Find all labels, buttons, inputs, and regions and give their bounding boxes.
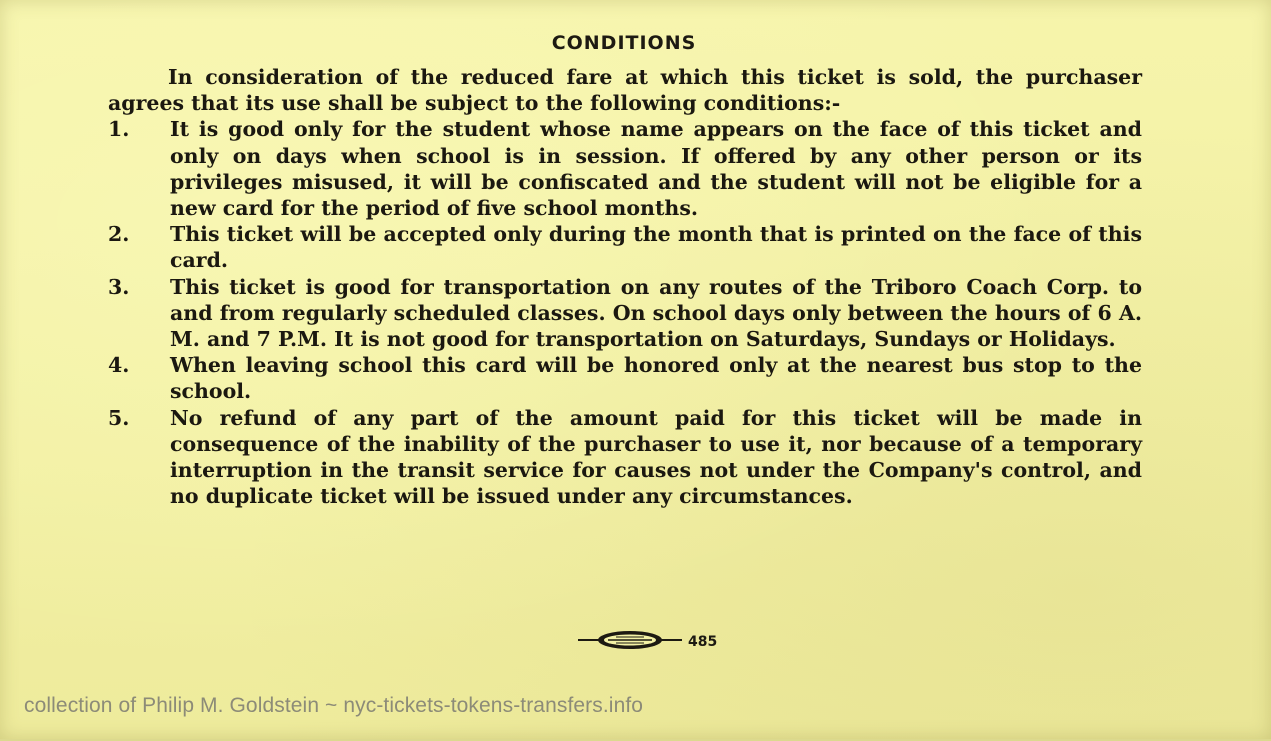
condition-text: It is good only for the student whose name appears on the face of this ticket and only on days when school is in session. If offered by any other person or its privileges misused, it will be confiscated and the student will not be eligible for a new card for the period of five school months. <box>170 117 1142 221</box>
intro-paragraph: In consideration of the reduced fare at which this ticket is sold, the purchaser agrees that its use shall be subject to the following conditions:- <box>108 65 1142 116</box>
condition-text: This ticket is good for transportation on any routes of the Triboro Coach Corp. to and from regularly scheduled classes. On school days only between the hours of 6 A. M. and 7 P.M. It is not good for transportation on Saturdays, Sundays or Holidays. <box>170 274 1142 352</box>
union-label-icon <box>578 630 682 655</box>
condition-text: This ticket will be accepted only during the month that is printed on the face of this card. <box>170 222 1142 273</box>
condition-number: 1. <box>108 117 130 142</box>
conditions-body <box>108 64 1142 509</box>
printer-mark-number: 485 <box>688 634 718 650</box>
condition-item <box>108 274 1142 353</box>
printer-mark <box>578 632 717 652</box>
condition-number: 3. <box>108 274 130 299</box>
condition-text: When leaving school this card will be honored only at the nearest bus stop to the school. <box>170 353 1142 404</box>
conditions-heading: CONDITIONS <box>551 32 697 54</box>
condition-item <box>108 221 1142 273</box>
condition-item <box>108 116 1142 221</box>
collection-credit: collection of Philip M. Goldstein ~ nyc-tickets-tokens-transfers.info <box>24 694 644 717</box>
condition-text: No refund of any part of the amount paid for this ticket will be made in consequence of the inability of the purchaser to use it, nor because of a temporary interruption in the transit service for causes not under the Company's control, and no duplicate ticket will be issued under any circumstances. <box>170 405 1142 509</box>
condition-number: 4. <box>108 353 130 378</box>
condition-number: 5. <box>108 405 130 430</box>
condition-number: 2. <box>108 222 130 247</box>
condition-item <box>108 405 1142 510</box>
condition-item <box>108 352 1142 404</box>
